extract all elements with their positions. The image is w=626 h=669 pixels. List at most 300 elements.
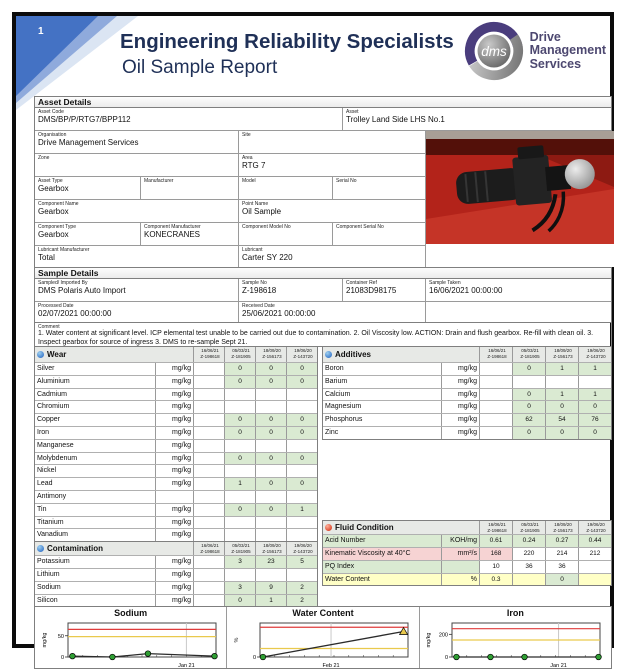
value-cell: 1 (545, 389, 578, 401)
value-cell (286, 389, 317, 401)
column-date: 18/09/20 (263, 348, 281, 353)
value-cell: 168 (479, 548, 512, 560)
chart-title: Water Content (292, 608, 354, 619)
value-cell (255, 465, 286, 477)
sample-column-header (224, 347, 255, 362)
row-label: Iron (37, 428, 50, 436)
row-unit: mg/kg (155, 529, 193, 541)
report-title: Engineering Reliability Specialists (120, 30, 454, 53)
value-cell: 0 (578, 427, 611, 439)
value-cell: 0 (224, 595, 255, 607)
column-date: 19/06/20 (294, 543, 312, 549)
blue-sphere-icon (37, 545, 44, 552)
value-cell: 0 (286, 453, 317, 465)
column-sample-ref: Z-198618 (487, 353, 507, 359)
row-unit: mg/kg (441, 401, 479, 413)
column-date: 19/06/20 (294, 348, 312, 353)
sample-details-grid (34, 278, 612, 323)
value-cell: 220 (512, 548, 545, 560)
row-label: Nickel (37, 467, 57, 475)
column-date: 05/03/21 (232, 543, 250, 549)
sample-column-header (512, 347, 545, 362)
chart-plot (38, 619, 224, 669)
field-lubricant-manufacturer: Lubricant Manufacturer Total (38, 247, 90, 262)
row-label: Aluminium (37, 377, 70, 385)
chart-iron (419, 607, 611, 668)
table-row (35, 490, 317, 503)
value-cell: 1 (578, 363, 611, 375)
value-cell: 3 (224, 556, 255, 568)
field-model: Model (238, 177, 332, 199)
column-sample-ref: Z-156173 (262, 548, 282, 554)
row-unit: mg/kg (155, 569, 193, 581)
sample-column-header (255, 542, 286, 555)
field-organisation: Organisation Drive Management Services (38, 132, 139, 147)
field-component-serial-no: Component Serial No (332, 223, 425, 245)
svg-text:0: 0 (60, 655, 64, 662)
table-row (323, 534, 611, 547)
chart-plot (230, 619, 416, 669)
svg-text:mg/kg: mg/kg (426, 632, 433, 648)
row-unit: mg/kg (441, 414, 479, 426)
value-cell (193, 569, 224, 581)
value-cell: 0 (255, 376, 286, 388)
column-date: 18/09/20 (263, 543, 281, 549)
table-title: Fluid Condition (335, 523, 394, 533)
value-cell (193, 389, 224, 401)
row-label: Cadmium (37, 390, 67, 398)
value-cell (193, 478, 224, 490)
table-row (35, 516, 317, 529)
field-container-ref: Container Ref 21083D98175 (342, 279, 425, 301)
value-cell: 2 (286, 595, 317, 607)
logo-line-drive: Drive (529, 29, 561, 44)
table-row (35, 568, 317, 581)
row-unit: mg/kg (155, 478, 193, 490)
sample-column-header (255, 347, 286, 362)
value-cell (479, 363, 512, 375)
table-row (323, 573, 611, 586)
row-label: Manganese (37, 441, 74, 449)
value-cell: 0 (255, 478, 286, 490)
table-title-cell (323, 521, 479, 534)
value-cell: 0 (255, 504, 286, 516)
value-cell (255, 529, 286, 541)
table-row (35, 464, 317, 477)
value-cell: 0 (286, 427, 317, 439)
row-unit: mg/kg (155, 414, 193, 426)
wear-table (34, 346, 318, 542)
value-cell (224, 569, 255, 581)
value-cell: 0 (286, 478, 317, 490)
field-asset-code: Asset Code DMS/BP/P/RTG7/BPP112 (38, 109, 131, 124)
value-cell: 0 (512, 401, 545, 413)
svg-text:200: 200 (439, 632, 449, 639)
sample-column-header (193, 347, 224, 362)
value-cell (545, 376, 578, 388)
row-label: PQ Index (323, 561, 441, 573)
table-header-row (35, 542, 317, 555)
row-label: Barium (325, 377, 348, 385)
table-row (323, 388, 611, 401)
value-cell (479, 414, 512, 426)
row-unit: mm²/s (441, 548, 479, 560)
value-cell (193, 363, 224, 375)
value-cell: 1 (286, 504, 317, 516)
value-cell: 1 (255, 595, 286, 607)
field-point-name: Point Name Oil Sample (238, 200, 425, 222)
red-sphere-icon (325, 524, 332, 531)
value-cell: 0 (255, 453, 286, 465)
field-manufacturer: Manufacturer (140, 177, 238, 199)
column-date: 16/06/21 (488, 522, 506, 528)
column-date: 05/03/21 (521, 522, 539, 528)
row-unit: mg/kg (155, 453, 193, 465)
contamination-table (34, 541, 318, 607)
row-label: Vanadium (37, 531, 69, 539)
value-cell: 0.3 (479, 574, 512, 586)
table-row (323, 413, 611, 426)
table-title: Wear (47, 350, 67, 359)
value-cell: 0 (255, 363, 286, 375)
value-cell (255, 401, 286, 413)
row-label: Boron (325, 365, 344, 372)
chart-title: Sodium (114, 608, 148, 619)
field-component-type: Component Type Gearbox (38, 224, 76, 239)
svg-text:0: 0 (252, 655, 256, 662)
table-row (35, 555, 317, 568)
logo-line-management: Management (529, 43, 606, 58)
value-cell (286, 401, 317, 413)
row-unit: mg/kg (155, 363, 193, 375)
value-cell: 54 (545, 414, 578, 426)
dms-logo (463, 20, 606, 82)
row-label: Potassium (37, 558, 70, 566)
value-cell: 2 (286, 582, 317, 594)
value-cell: 0 (545, 401, 578, 413)
column-date: 16/06/21 (201, 543, 219, 549)
column-date: 05/03/21 (232, 348, 250, 353)
column-date: 18/09/20 (554, 348, 572, 353)
value-cell: 0.27 (545, 535, 578, 547)
value-cell (512, 574, 545, 586)
row-label: Tin (37, 505, 47, 513)
row-unit: mg/kg (155, 556, 193, 568)
table-row (323, 426, 611, 439)
field-asset: Asset Trolley Land Side LHS No.1 (342, 108, 613, 130)
value-cell: 0 (224, 363, 255, 375)
column-sample-ref: Z-198618 (200, 548, 220, 554)
table-row (35, 362, 317, 375)
row-unit: mg/kg (155, 582, 193, 594)
value-cell (255, 389, 286, 401)
value-cell (193, 556, 224, 568)
row-unit: mg/kg (155, 376, 193, 388)
sample-column-header (545, 521, 578, 534)
row-unit: mg/kg (155, 504, 193, 516)
field-sample-taken: Sample Taken 16/06/2021 00:00:00 (425, 279, 613, 301)
column-sample-ref: Z-181905 (231, 548, 251, 554)
value-cell: 0 (224, 427, 255, 439)
value-cell (255, 569, 286, 581)
row-label: Chromium (37, 403, 70, 411)
value-cell: 10 (479, 561, 512, 573)
report-subtitle: Oil Sample Report (122, 57, 278, 78)
fluid-condition-table (322, 520, 612, 586)
value-cell: 76 (578, 414, 611, 426)
asset-details-header: Asset Details (34, 96, 612, 108)
value-cell (479, 389, 512, 401)
sample-column-header (479, 521, 512, 534)
value-cell: 36 (512, 561, 545, 573)
row-label: Acid Number (323, 535, 441, 547)
column-date: 19/06/20 (587, 348, 605, 353)
chart-title: Iron (506, 608, 524, 619)
report-card (12, 12, 614, 669)
value-cell: 0 (286, 363, 317, 375)
row-unit: KOH/mg (441, 535, 479, 547)
value-cell: 0 (224, 414, 255, 426)
row-unit: mg/kg (155, 465, 193, 477)
column-sample-ref: Z-156173 (553, 527, 573, 533)
value-cell: 0 (255, 427, 286, 439)
value-cell: 0 (545, 574, 578, 586)
value-cell: 0 (578, 401, 611, 413)
sample-column-header (479, 347, 512, 362)
row-unit: mg/kg (155, 595, 193, 607)
value-cell (193, 465, 224, 477)
sample-column-header (286, 542, 317, 555)
value-cell (193, 453, 224, 465)
value-cell: 9 (255, 582, 286, 594)
row-unit (441, 561, 479, 573)
row-label: Copper (37, 416, 60, 424)
sample-column-header (224, 542, 255, 555)
value-cell (578, 561, 611, 573)
value-cell (512, 376, 545, 388)
svg-text:Jan 21: Jan 21 (550, 663, 568, 669)
value-cell (255, 517, 286, 529)
table-header-row (323, 347, 611, 362)
value-cell: 1 (224, 478, 255, 490)
field-zone: Zone (38, 155, 50, 161)
sample-column-header (193, 542, 224, 555)
blue-sphere-icon (37, 351, 44, 358)
logo-line-services: Services (529, 56, 582, 71)
row-label: Lithium (37, 570, 60, 578)
field-component-name: Component Name Gearbox (38, 201, 79, 216)
column-sample-ref: Z-181905 (231, 353, 251, 359)
value-cell (193, 401, 224, 413)
value-cell (193, 376, 224, 388)
table-row (35, 594, 317, 607)
value-cell (193, 517, 224, 529)
row-label: Water Content (323, 574, 441, 586)
row-label: Molybdenum (37, 454, 78, 462)
table-title: Contamination (47, 544, 103, 554)
row-unit: mg/kg (155, 440, 193, 452)
field-empty (425, 302, 613, 322)
value-cell (286, 529, 317, 541)
value-cell: 0 (512, 389, 545, 401)
value-cell (224, 465, 255, 477)
table-row (35, 503, 317, 516)
value-cell (193, 440, 224, 452)
value-cell: 0 (224, 376, 255, 388)
value-cell (578, 574, 611, 586)
column-sample-ref: Z-156173 (262, 353, 282, 359)
table-row (323, 362, 611, 375)
value-cell (224, 389, 255, 401)
value-cell: 23 (255, 556, 286, 568)
svg-text:Jan 21: Jan 21 (177, 663, 195, 669)
column-sample-ref: Z-198618 (487, 527, 507, 533)
svg-text:mg/kg: mg/kg (41, 632, 48, 648)
row-label: Zinc (325, 428, 339, 436)
value-cell (286, 517, 317, 529)
field-received-date: Received Date 25/06/2021 00:00:00 (238, 302, 425, 322)
sample-column-header (545, 347, 578, 362)
value-cell: 0 (512, 363, 545, 375)
column-sample-ref: Z-156173 (553, 353, 573, 359)
value-cell (193, 529, 224, 541)
value-cell (479, 376, 512, 388)
row-unit: mg/kg (441, 389, 479, 401)
field-component-model-no: Component Model No (238, 223, 332, 245)
row-unit: mg/kg (441, 427, 479, 439)
row-label: Sodium (37, 583, 61, 591)
value-cell (286, 569, 317, 581)
table-row (35, 413, 317, 426)
value-cell: 36 (545, 561, 578, 573)
row-label: Antimony (37, 492, 67, 500)
svg-text:0: 0 (445, 655, 449, 662)
chart-water-content (226, 607, 418, 668)
table-row (35, 452, 317, 465)
value-cell (193, 427, 224, 439)
row-unit: % (441, 574, 479, 586)
row-unit (155, 491, 193, 503)
dms-abbr: dms (480, 43, 507, 59)
table-row (35, 375, 317, 388)
chart-plot (422, 619, 608, 669)
table-row (35, 400, 317, 413)
table-row (323, 560, 611, 573)
table-title-cell (35, 347, 193, 362)
value-cell (224, 517, 255, 529)
value-cell (224, 440, 255, 452)
row-unit: mg/kg (155, 427, 193, 439)
svg-text:%: % (233, 637, 240, 643)
row-label: Lead (37, 480, 53, 488)
column-date: 05/03/21 (521, 348, 539, 353)
column-sample-ref: Z-143720 (293, 548, 313, 554)
row-unit: mg/kg (441, 363, 479, 375)
chart-plot-area (227, 619, 418, 669)
sample-column-header (512, 521, 545, 534)
analysis-tables (34, 346, 612, 607)
chart-plot-area (35, 619, 226, 669)
trend-charts (34, 606, 612, 669)
value-cell (193, 414, 224, 426)
table-title-cell (35, 542, 193, 555)
table-row (35, 388, 317, 401)
value-cell: 0 (545, 427, 578, 439)
row-label: Silicon (37, 596, 58, 604)
table-row (35, 477, 317, 490)
sample-details-header: Sample Details (34, 267, 612, 279)
field-component-manufacturer: Component Manufacturer KONECRANES (140, 223, 238, 245)
field-processed-date: Processed Date 02/07/2021 00:00:00 (38, 303, 112, 318)
value-cell: 0.61 (479, 535, 512, 547)
comment-box (34, 322, 612, 347)
row-label: Magnesium (325, 403, 362, 411)
value-cell (193, 582, 224, 594)
table-row (35, 581, 317, 594)
table-row (323, 400, 611, 413)
row-label: Kinematic Viscosity at 40°C (323, 548, 441, 560)
sample-column-header (578, 347, 611, 362)
row-unit: mg/kg (155, 389, 193, 401)
column-sample-ref: Z-198618 (200, 353, 220, 359)
page-number: 1 (38, 26, 44, 37)
value-cell: 3 (224, 582, 255, 594)
table-header-row (35, 347, 317, 362)
value-cell (224, 401, 255, 413)
table-title-cell (323, 347, 479, 362)
table-row (35, 439, 317, 452)
value-cell: 0.24 (512, 535, 545, 547)
svg-text:50: 50 (57, 634, 64, 641)
value-cell (286, 491, 317, 503)
chart-sodium (35, 607, 226, 668)
field-sampled-by: Sampled/ Imported By DMS Polaris Auto Import (38, 280, 126, 295)
value-cell: 5 (286, 556, 317, 568)
row-label: Calcium (325, 390, 351, 398)
value-cell (255, 491, 286, 503)
value-cell (479, 427, 512, 439)
sample-column-header (578, 521, 611, 534)
table-header-row (323, 521, 611, 534)
table-row (35, 528, 317, 541)
value-cell (479, 401, 512, 413)
value-cell: 62 (512, 414, 545, 426)
report-body (34, 96, 612, 669)
value-cell: 0 (286, 376, 317, 388)
value-cell: 0 (286, 414, 317, 426)
table-row (323, 375, 611, 388)
value-cell (193, 491, 224, 503)
field-site: Site (238, 131, 425, 153)
field-sample-no: Sample No Z-198618 (238, 279, 342, 301)
value-cell: 0 (224, 504, 255, 516)
value-cell (193, 504, 224, 516)
table-title: Additives (335, 350, 372, 359)
column-sample-ref: Z-181905 (520, 353, 540, 359)
value-cell: 1 (578, 389, 611, 401)
row-unit: mg/kg (155, 401, 193, 413)
asset-photo-cell (425, 131, 614, 267)
field-lubricant: Lubricant Carter SY 220 (238, 246, 425, 267)
value-cell: 0 (512, 427, 545, 439)
asset-photo (426, 131, 614, 244)
chart-plot-area (420, 619, 611, 669)
svg-text:Feb 21: Feb 21 (322, 663, 340, 669)
row-unit: mg/kg (441, 376, 479, 388)
additives-table (322, 346, 612, 440)
row-label: Phosphorus (325, 416, 363, 424)
column-sample-ref: Z-143720 (586, 353, 606, 359)
